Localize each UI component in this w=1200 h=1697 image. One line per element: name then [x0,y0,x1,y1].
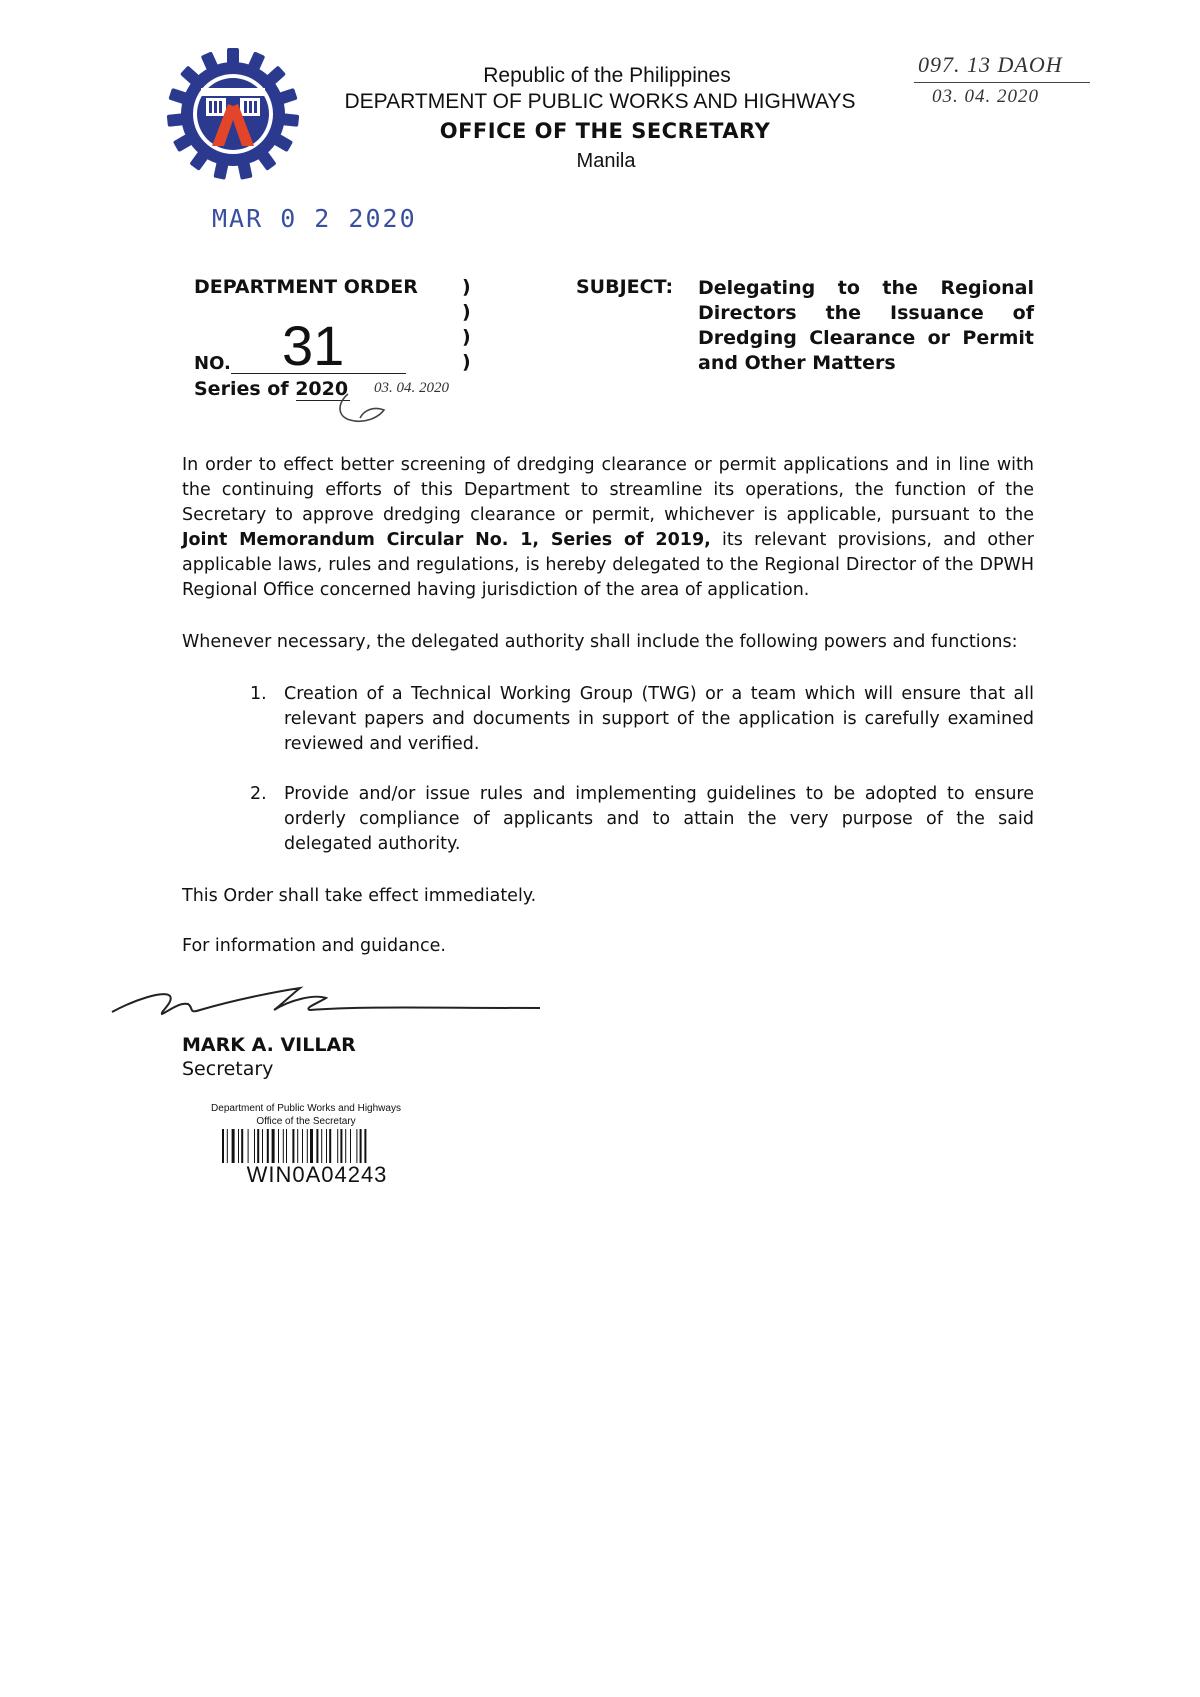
barcode-bar [337,1129,338,1163]
barcode [222,1129,404,1163]
barcode-bar [232,1129,235,1163]
barcode-bar [254,1129,255,1163]
order-number-label: NO. [194,353,231,374]
barcode-bar [345,1129,346,1163]
paragraph-powers-intro: Whenever necessary, the delegated authority shall include the following powers and functions: [182,632,1018,652]
barcode-bar [360,1129,362,1163]
signatory-title: Secretary [182,1058,274,1080]
order-number-underline [231,373,406,374]
barcode-bar [248,1129,249,1163]
barcode-bar [262,1129,263,1163]
bracket-paren: ) [462,351,471,373]
receipt-date-handwritten: 03. 04. 2020 [932,86,1039,107]
bracket-paren: ) [462,276,471,298]
order-series: Series of 2020 [194,378,349,400]
list-item-number: 2. [250,784,267,804]
header-department: DEPARTMENT OF PUBLIC WORKS AND HIGHWAYS [344,90,856,113]
receipt-divider [914,82,1090,83]
barcode-bar [302,1129,303,1163]
barcode-bar [257,1129,259,1163]
bracket-paren: ) [462,301,471,323]
subject-label: SUBJECT: [576,276,674,298]
list-item-text: Creation of a Technical Working Group (TWG) or a team which will ensure that all relevant papers and documents in support of the application is carefully examined reviewed and verified. [284,684,1034,754]
signature [104,960,544,1030]
barcode-bar [286,1129,287,1163]
barcode-bar [227,1129,228,1163]
signatory-name: MARK A. VILLAR [182,1034,356,1056]
barcode-bar [321,1129,322,1163]
series-date-handwritten: 03. 04. 2020 [374,380,449,396]
barcode-office-label: Office of the Secretary [256,1116,356,1127]
header-office: OFFICE OF THE SECRETARY [439,119,771,143]
date-stamp: MAR 0 2 2020 [212,204,417,233]
barcode-bar [356,1129,357,1163]
header-republic: Republic of the Philippines [483,64,731,87]
barcode-bar [340,1129,342,1163]
barcode-bar [310,1129,313,1163]
list-item-number: 1. [250,684,267,704]
paragraph-delegation [182,453,1034,603]
subject-text: Delegating to the Regional Directors the Issuance of Dredging Clearance or Permit and Other Matters [698,277,1034,374]
barcode-bar [278,1129,279,1163]
barcode-bar [316,1129,318,1163]
barcode-bar [292,1129,294,1163]
barcode-bar [307,1129,308,1163]
barcode-bar [326,1129,327,1163]
paragraph-effectivity: This Order shall take effect immediately. [182,886,537,906]
paragraph-delegation-bold: Joint Memorandum Circular No. 1, Series of 2019, [182,530,711,550]
bracket-paren: ) [462,326,471,348]
barcode-bar [241,1129,243,1163]
list-item-text: Provide and/or issue rules and implementing guidelines to be adopted to ensure orderly compliance of applicants and to attain the very purpose of the said delegated authority. [284,784,1034,854]
barcode-bar [272,1129,275,1163]
list-item [250,782,1034,857]
list-item [250,682,1034,757]
barcode-bar [297,1129,298,1163]
barcode-bar [329,1129,331,1163]
barcode-bar [364,1129,366,1163]
barcode-bar [283,1129,284,1163]
barcode-bar [267,1129,269,1163]
paragraph-delegation-part-a: In order to effect better screening of dredging clearance or permit applications and in line with the continuing efforts of this Department to streamline its operations, the function of the Secretary to approve dredging clearance or permit, whichever is applicable, pursuant to the [182,455,1034,525]
paragraph-guidance: For information and guidance. [182,936,446,956]
barcode-dept-label: Department of Public Works and Highways [211,1103,401,1114]
barcode-bar [350,1129,351,1163]
initial-scribble [334,388,390,428]
header-city: Manila [576,150,636,172]
barcode-bar [238,1129,239,1163]
barcode-code: WIN0A04243 [246,1162,388,1187]
department-order-label: DEPARTMENT ORDER [194,276,418,298]
barcode-bar [222,1129,224,1163]
order-number: 31 [282,314,345,377]
receipt-number-handwritten: 097. 13 DAOH [918,52,1063,77]
paragraph-delegation-part-b: its relevant provisions, and other applicable laws, rules and regulations, is hereby delegated to the Regional Director of the DPWH Regional Office concerned having jurisdiction of the area of application. [182,530,1034,600]
